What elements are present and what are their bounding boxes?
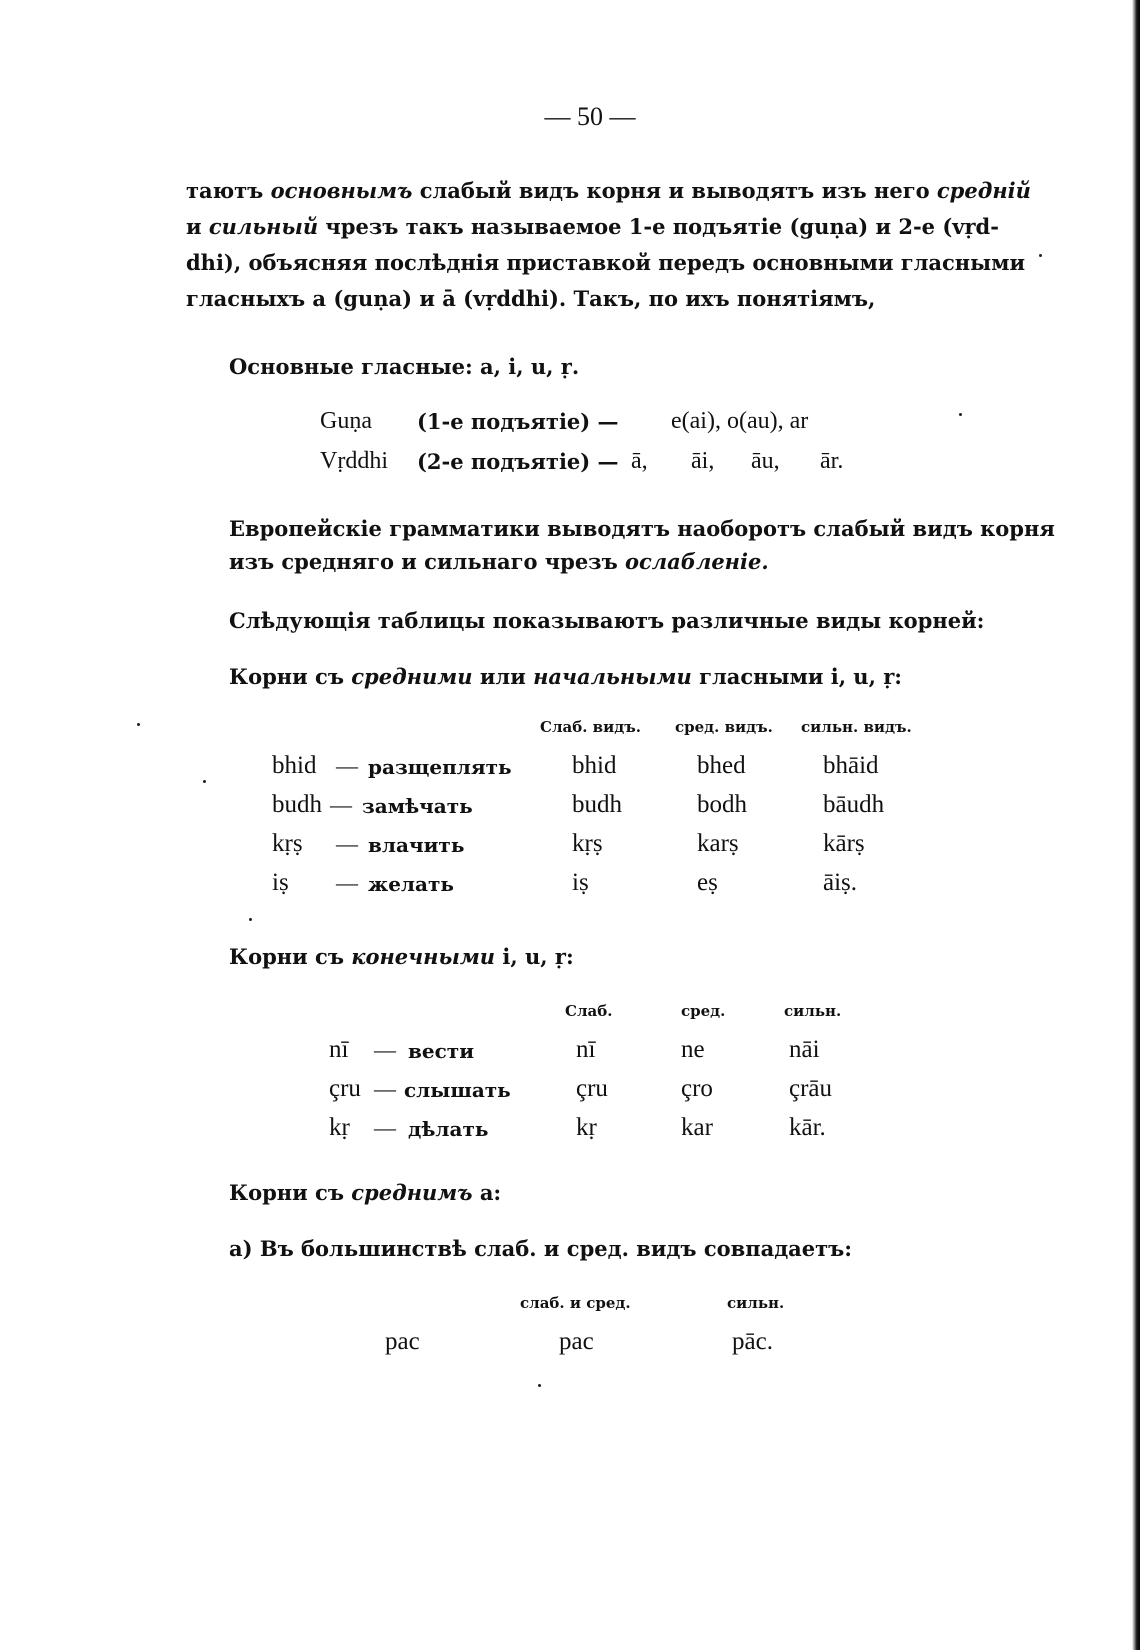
intro-italic: средній bbox=[936, 178, 1031, 203]
table3-header-strong: сильн. bbox=[727, 1294, 785, 1312]
scan-speck bbox=[137, 723, 140, 726]
european-line bbox=[229, 512, 1055, 545]
basic-vowels-heading: Основные гласные: a, i, u, ṛ. bbox=[229, 354, 580, 379]
vrddhi-description: (2-е подъятіе) — bbox=[417, 449, 619, 474]
european-paragraph bbox=[229, 512, 1055, 578]
strong-cell: çrāu bbox=[789, 1075, 833, 1102]
weak-cell: iṣ bbox=[572, 869, 589, 896]
table1-title-text: или bbox=[472, 664, 534, 689]
gloss-cell: слышать bbox=[404, 1078, 511, 1102]
strong-cell: bāudh bbox=[823, 791, 885, 818]
root-cell: budh bbox=[272, 791, 322, 818]
intro-text: и bbox=[186, 214, 209, 239]
middle-cell: karṣ bbox=[697, 830, 739, 857]
root-cell: kṛṣ bbox=[272, 830, 303, 857]
intro-line bbox=[186, 245, 1026, 281]
intro-text: чрезъ такъ называемое 1-е подъятіе (guṇa) и 2-е (vṛd- bbox=[318, 214, 999, 239]
strong-cell: pāc. bbox=[732, 1328, 773, 1355]
guna-forms: e(ai), o(au), ar bbox=[671, 408, 809, 434]
intro-line bbox=[186, 281, 991, 317]
gloss-cell: вести bbox=[408, 1039, 475, 1063]
scan-speck bbox=[203, 780, 206, 783]
gloss-cell: замѣчать bbox=[362, 794, 473, 818]
table1-title bbox=[229, 664, 902, 689]
intro-text: таютъ bbox=[186, 178, 271, 203]
strong-cell: nāi bbox=[789, 1036, 820, 1063]
vrddhi-form-1: ā, bbox=[631, 448, 648, 474]
weak-middle-cell: pac bbox=[559, 1328, 594, 1355]
tables-intro: Слѣдующія таблицы показываютъ различные виды корней: bbox=[229, 608, 985, 633]
page-binding-edge bbox=[1132, 0, 1140, 1650]
table3-subtitle: a) Въ большинствѣ слаб. и сред. видъ совпадаетъ: bbox=[229, 1236, 853, 1261]
scan-speck bbox=[959, 413, 962, 416]
table2-header-strong: сильн. bbox=[784, 1002, 842, 1020]
vrddhi-name: Vṛddhi bbox=[320, 448, 388, 474]
scan-speck bbox=[249, 918, 252, 921]
weak-cell: kṛṣ bbox=[572, 830, 603, 857]
table2-title-text: i, u, ṛ: bbox=[495, 944, 574, 969]
table1-header-middle: сред. видъ. bbox=[675, 718, 773, 736]
intro-italic: основнымъ bbox=[270, 178, 413, 203]
intro-text: dhi), объясняя послѣднія приставкой передъ основными гласными bbox=[186, 250, 1026, 275]
middle-cell: bhed bbox=[697, 752, 746, 779]
vrddhi-form-2: āi, bbox=[691, 448, 715, 474]
root-cell: kṛ bbox=[329, 1114, 350, 1141]
table1-title-italic: начальными bbox=[533, 664, 692, 689]
root-cell: pac bbox=[385, 1328, 420, 1355]
gloss-cell: влачить bbox=[368, 833, 465, 857]
table2-title-italic: конечными bbox=[351, 944, 496, 969]
middle-cell: ne bbox=[681, 1036, 705, 1063]
scan-speck bbox=[1039, 254, 1042, 257]
intro-line bbox=[186, 209, 999, 245]
intro-text: гласныхъ a (guṇa) и ā (vṛddhi). Такъ, по ихъ понятіямъ, bbox=[186, 286, 876, 311]
intro-paragraph bbox=[186, 173, 1031, 317]
middle-cell: bodh bbox=[697, 791, 747, 818]
dash: — bbox=[374, 1076, 396, 1101]
weak-cell: bhid bbox=[572, 752, 617, 779]
table2-header-weak: Слаб. bbox=[565, 1002, 613, 1020]
strong-cell: bhāid bbox=[823, 752, 879, 779]
vrddhi-form-4: ār. bbox=[820, 448, 844, 474]
scan-speck bbox=[538, 1384, 541, 1387]
table2-title-text: Корни съ bbox=[229, 944, 352, 969]
table3-title-italic: среднимъ bbox=[351, 1180, 473, 1205]
table1-header-weak: Слаб. видъ. bbox=[540, 718, 641, 736]
european-line bbox=[229, 545, 1055, 578]
page-number: — 50 — bbox=[544, 102, 636, 131]
table1-title-text: гласными i, u, ṛ: bbox=[691, 664, 903, 689]
dash: — bbox=[336, 831, 358, 856]
table2-header-middle: сред. bbox=[681, 1002, 726, 1020]
gloss-cell: желать bbox=[368, 872, 454, 896]
middle-cell: çro bbox=[681, 1075, 713, 1102]
root-cell: bhid bbox=[272, 752, 317, 779]
guna-name: Guṇa bbox=[320, 408, 372, 434]
gloss-cell: разщеплять bbox=[368, 755, 512, 779]
dash: — bbox=[330, 792, 352, 817]
european-italic: ослабленіе. bbox=[625, 549, 769, 574]
intro-italic: сильный bbox=[208, 214, 319, 239]
dash: — bbox=[336, 753, 358, 778]
table1-header-strong: сильн. видъ. bbox=[801, 718, 912, 736]
weak-cell: kṛ bbox=[576, 1114, 597, 1141]
root-cell: iṣ bbox=[272, 869, 289, 896]
intro-line bbox=[186, 173, 1031, 209]
dash: — bbox=[374, 1115, 396, 1140]
table3-header-weak-middle: слаб. и сред. bbox=[520, 1294, 631, 1312]
dash: — bbox=[336, 870, 358, 895]
european-text: Европейскіе грамматики выводятъ наоборотъ слабый видъ корня bbox=[229, 516, 1055, 541]
middle-cell: eṣ bbox=[697, 869, 718, 896]
dash: — bbox=[374, 1037, 396, 1062]
european-text: изъ средняго и сильнаго чрезъ bbox=[229, 549, 626, 574]
table2-title bbox=[229, 944, 574, 969]
weak-cell: nī bbox=[576, 1036, 596, 1063]
strong-cell: kār. bbox=[789, 1114, 826, 1141]
gloss-cell: дѣлать bbox=[408, 1117, 489, 1141]
table1-title-italic: средними bbox=[351, 664, 473, 689]
intro-text: слабый видъ корня и выводятъ изъ него bbox=[412, 178, 937, 203]
root-cell: nī bbox=[329, 1036, 349, 1063]
table3-title-text: a: bbox=[472, 1180, 502, 1205]
table3-title-text: Корни съ bbox=[229, 1180, 352, 1205]
strong-cell: āiṣ. bbox=[823, 869, 858, 896]
root-cell: çru bbox=[329, 1075, 361, 1102]
table3-title bbox=[229, 1180, 501, 1205]
weak-cell: çru bbox=[576, 1075, 608, 1102]
guna-description: (1-е подъятіе) — bbox=[417, 409, 619, 434]
strong-cell: kārṣ bbox=[823, 830, 865, 857]
table1-title-text: Корни съ bbox=[229, 664, 352, 689]
middle-cell: kar bbox=[681, 1114, 713, 1141]
vrddhi-form-3: āu, bbox=[751, 448, 780, 474]
weak-cell: budh bbox=[572, 791, 622, 818]
